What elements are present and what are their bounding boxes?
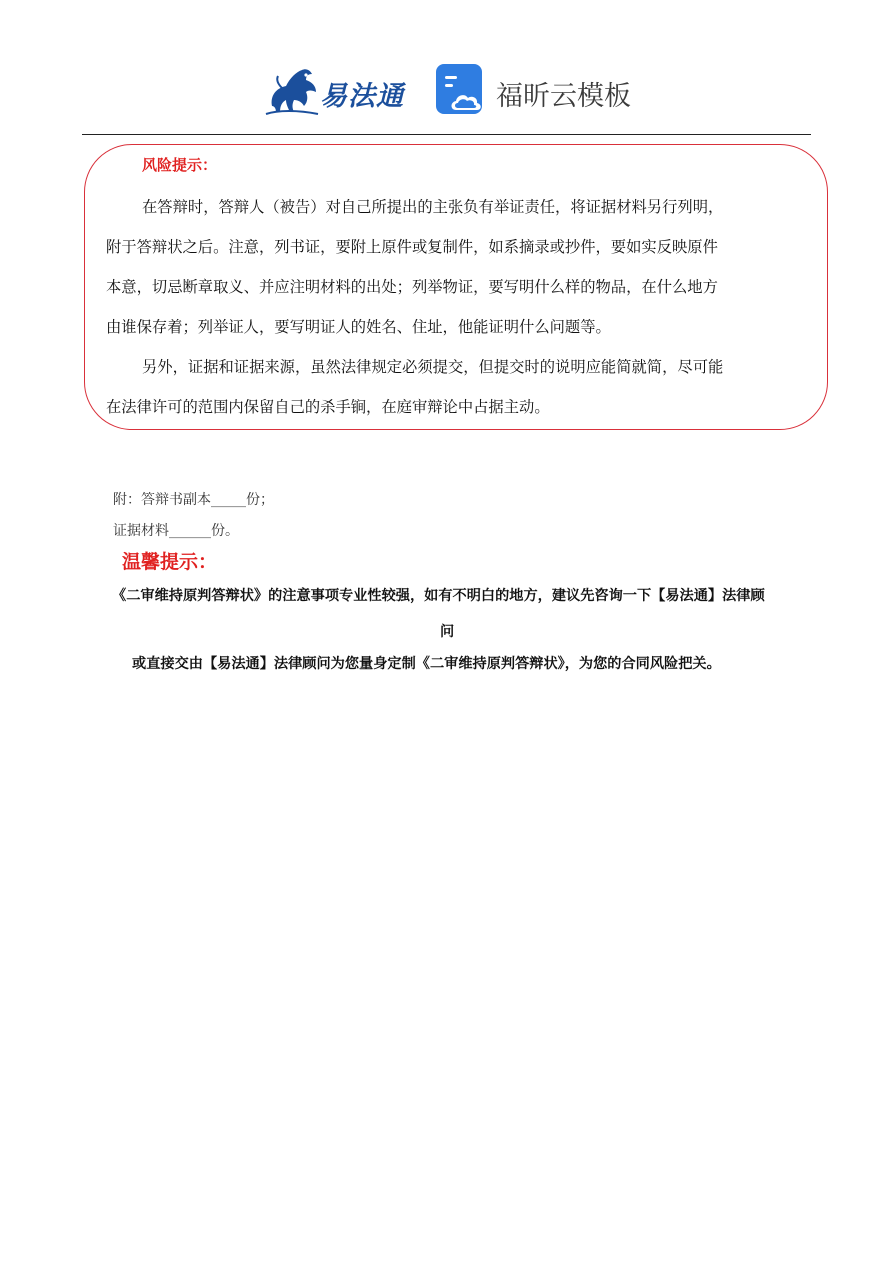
risk-tip-line: 另外，证据和证据来源，虽然法律规定必须提交，但提交时的说明应能简就简，尽可能 xyxy=(142,358,724,376)
attachment-copies-line: 附：答辩书副本_____份； xyxy=(113,492,274,508)
risk-tip-line: 由谁保存着；列举证人，要写明证人的姓名、住址，他能证明什么问题等。 xyxy=(106,318,611,336)
warm-tip-title: 温馨提示： xyxy=(122,551,218,573)
fuxin-logo xyxy=(436,64,636,120)
fuxin-logo-text: 福昕云模板 xyxy=(496,81,631,112)
risk-tip-title: 风险提示： xyxy=(142,156,218,174)
header-divider xyxy=(82,134,811,135)
page-header xyxy=(0,60,893,124)
warm-tip-line-wrap: 问 xyxy=(440,624,455,640)
cloud-document-icon xyxy=(436,64,488,116)
risk-tip-line: 附于答辩状之后。注意，列书证，要附上原件或复制件，如系摘录或抄件，要如实反映原件 xyxy=(106,238,718,256)
risk-tip-line: 本意，切忌断章取义、并应注明材料的出处；列举物证，要写明什么样的物品，在什么地方 xyxy=(106,278,718,296)
horse-icon xyxy=(262,62,322,118)
warm-tip-line: 或直接交由【易法通】法律顾问为您量身定制《二审维持原判答辩状》，为您的合同风险把关。 xyxy=(132,656,721,672)
risk-tip-line: 在答辩时，答辩人（被告）对自己所提出的主张负有举证责任，将证据材料另行列明， xyxy=(142,198,724,216)
warm-tip-line: 《二审维持原判答辩状》的注意事项专业性较强，如有不明白的地方，建议先咨询一下【易法通】法律顾 xyxy=(112,588,765,604)
yifatong-logo xyxy=(262,62,412,118)
attachment-evidence-line: 证据材料______份。 xyxy=(113,523,239,539)
yifatong-logo-text: 易法通 xyxy=(320,81,404,112)
risk-tip-line: 在法律许可的范围内保留自己的杀手锏，在庭审辩论中占据主动。 xyxy=(106,398,550,416)
